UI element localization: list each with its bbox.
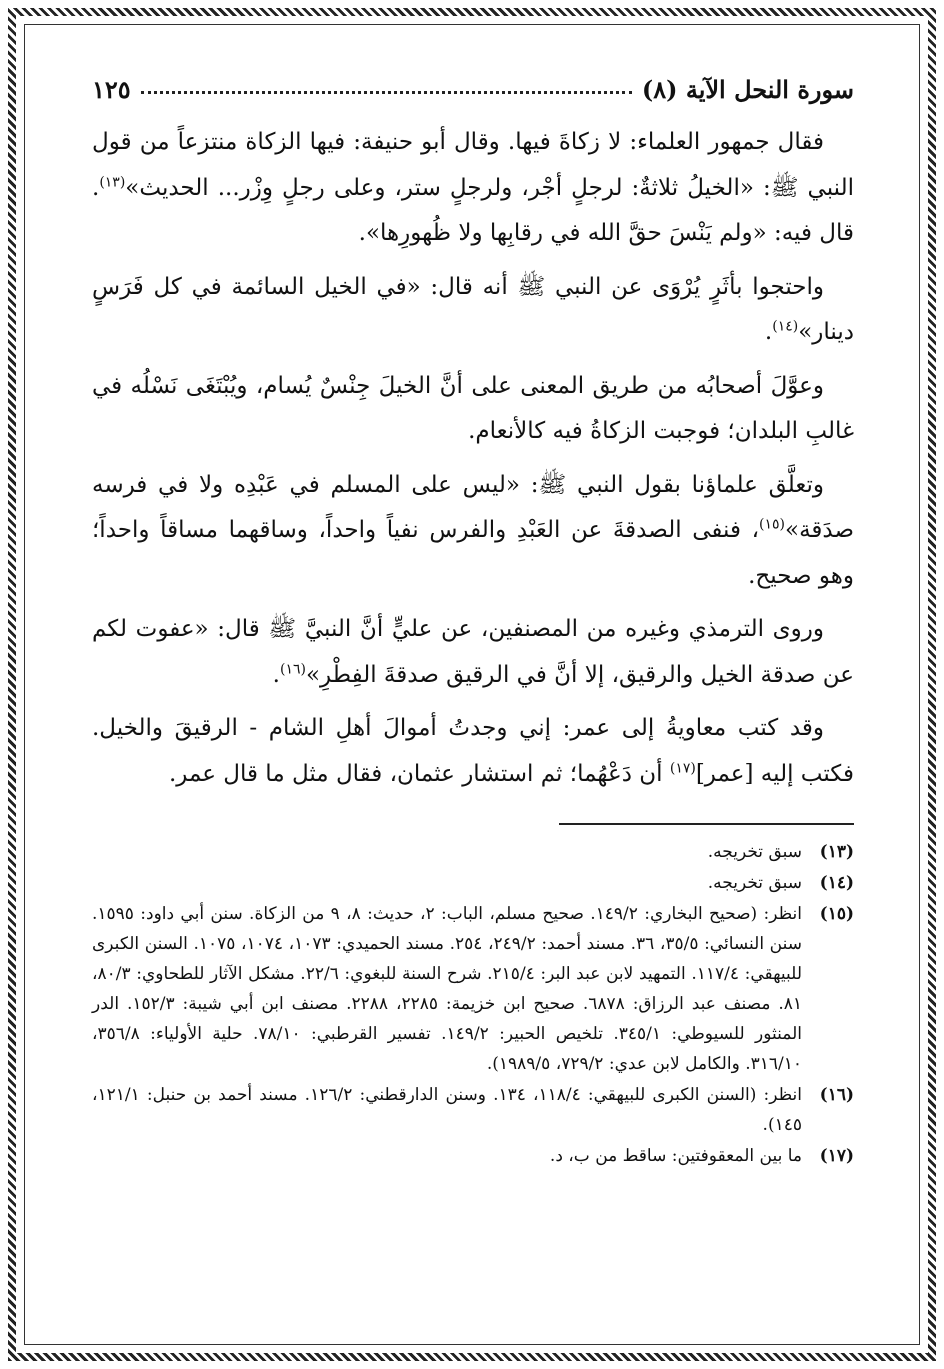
footnote-text: سبق تخريجه. — [707, 842, 802, 862]
main-text — [92, 120, 854, 797]
footnote-number: (١٧) — [819, 1146, 854, 1166]
footnote-text: ما بين المعقوفتين: ساقط من ب، د. — [549, 1146, 802, 1166]
paragraph-text: فقال جمهور العلماء: لا زكاةَ فيها. وقال أبو حنيفة: فيها الزكاة منتزعاً من قول النبي ﷺ: «الخيلُ ثلاثةٌ: لرجلٍ أجْر، ولرجلٍ ستر، وعلى رجلٍ وِزْر... الحديث» — [92, 129, 854, 201]
footnote — [92, 868, 854, 898]
footnote-ref[interactable]: (١٦) — [279, 660, 306, 677]
footnote-text: انظر: (السنن الكبرى للبيهقي: ١١٨/٤، ١٣٤. وسنن الدارقطني: ١٢٦/٢. مسند أحمد بن حنبل: ١٢١/١، ١٤٥). — [92, 1085, 803, 1135]
paragraph-tail: . قال فيه: «ولم يَنْسَ حقَّ الله في رقابِها ولا ظُهورِها». — [92, 174, 854, 246]
footnote-number: (١٤) — [819, 873, 854, 893]
paragraph — [92, 364, 854, 455]
footnote-ref[interactable]: (١٧) — [669, 759, 696, 776]
paragraph — [92, 463, 854, 600]
footnotes — [92, 837, 854, 1171]
paragraph-tail: . — [272, 661, 280, 688]
footnote — [92, 899, 854, 1079]
paragraph-tail: . — [764, 319, 773, 345]
footnote-number: (١٦) — [819, 1085, 854, 1105]
footnote — [92, 837, 854, 867]
page-number: ١٢٥ — [92, 75, 131, 104]
paragraph-tail: أن دَعْهُما؛ ثم استشار عثمان، فقال مثل ما قال عمر. — [168, 760, 670, 787]
paragraph-text: وعوَّلَ أصحابُه من طريق المعنى على أنَّ الخيلَ جِنْسٌ يُسام، ويُبْتَغَى نَسْلُه في غالبِ البلدان؛ فوجبت الزكاةُ فيه كالأنعام. — [92, 372, 854, 444]
paragraph — [92, 120, 854, 257]
paragraph-text: واحتجوا بأثَرٍ يُرْوَى عن النبي ﷺ أنه قال: «في الخيل السائمة في كل فَرَسٍ دينار» — [92, 273, 854, 345]
footnote — [92, 1080, 854, 1140]
paragraph-text: وتعلَّق علماؤنا بقول النبي ﷺ: «ليس على المسلم في عَبْدِه ولا في فرسه صدَقة» — [92, 471, 854, 543]
paragraph-text: وروى الترمذي وغيره من المصنفين، عن عليٍّ أنَّ النبيَّ ﷺ قال: «عفوت لكم عن صدقة الخيل والرقيق، إلا أنَّ في الرقيق صدقةَ الفِطْرِ» — [92, 616, 854, 688]
paragraph-tail: ، فنفى الصدقةَ عن العَبْدِ والفرس نفياً واحداً، وساقهما مساقاً واحداً؛ وهو صحيح. — [92, 517, 854, 589]
paragraph-text: وقد كتب معاويةُ إلى عمر: إني وجدتُ أموالَ أهلِ الشام - الرقيقَ والخيل. فكتب إليه [عمر] — [92, 715, 854, 787]
footnote-ref[interactable]: (١٥) — [759, 516, 785, 533]
header-title: سورة النحل الآية (٨) — [641, 75, 854, 104]
paragraph — [92, 607, 854, 698]
footnote — [92, 1141, 854, 1171]
running-header — [92, 62, 854, 102]
paragraph — [92, 265, 854, 356]
footnote-number: (١٥) — [819, 904, 854, 924]
footnote-ref[interactable]: (١٤) — [772, 318, 799, 335]
dotted-leader — [141, 91, 632, 94]
footnote-separator — [559, 823, 854, 825]
footnote-text: سبق تخريجه. — [707, 873, 802, 893]
footnote-text: انظر: (صحيح البخاري: ١٤٩/٢. صحيح مسلم، الباب: ٢، حديث: ٨، ٩ من الزكاة. سنن أبي داود: ١٥٩٥. سنن النسائي: ٣٥/٥، ٣٦. مسند أحمد: ٢٤٩/٢، ٢٥٤. مسند الحميدي: ١٠٧٣، ١٠٧٤، ١٠٧٥. السنن الكبرى للبيهقي: ١١٧/٤. التمهيد لابن عبد البر: ٢١٥/٤. شرح السنة للبغوي: ٢٢/٦. مشكل الآثار للطحاوي: ٨٠/٣، ٨١. مصنف عبد الرزاق: ٦٨٧٨. صحيح ابن خزيمة: ٢٢٨٥، ٢٢٨٨. مصنف ابن أبي شيبة: ١٥٢/٣. الدر المنثور للسيوطي: ٣٤٥/١. تلخيص الحبير: ١٤٩/٢. تفسير القرطبي: ٧٨/١٠. حلية الأولياء: ٣٥٦/٨، ٣١٦/١٠. والكامل لابن عدي: ٧٢٩/٢، ١٩٨٩/٥). — [92, 904, 803, 1074]
paragraph — [92, 706, 854, 797]
footnote-number: (١٣) — [819, 842, 854, 862]
page-content — [92, 62, 854, 1302]
footnote-ref[interactable]: (١٣) — [99, 173, 126, 190]
